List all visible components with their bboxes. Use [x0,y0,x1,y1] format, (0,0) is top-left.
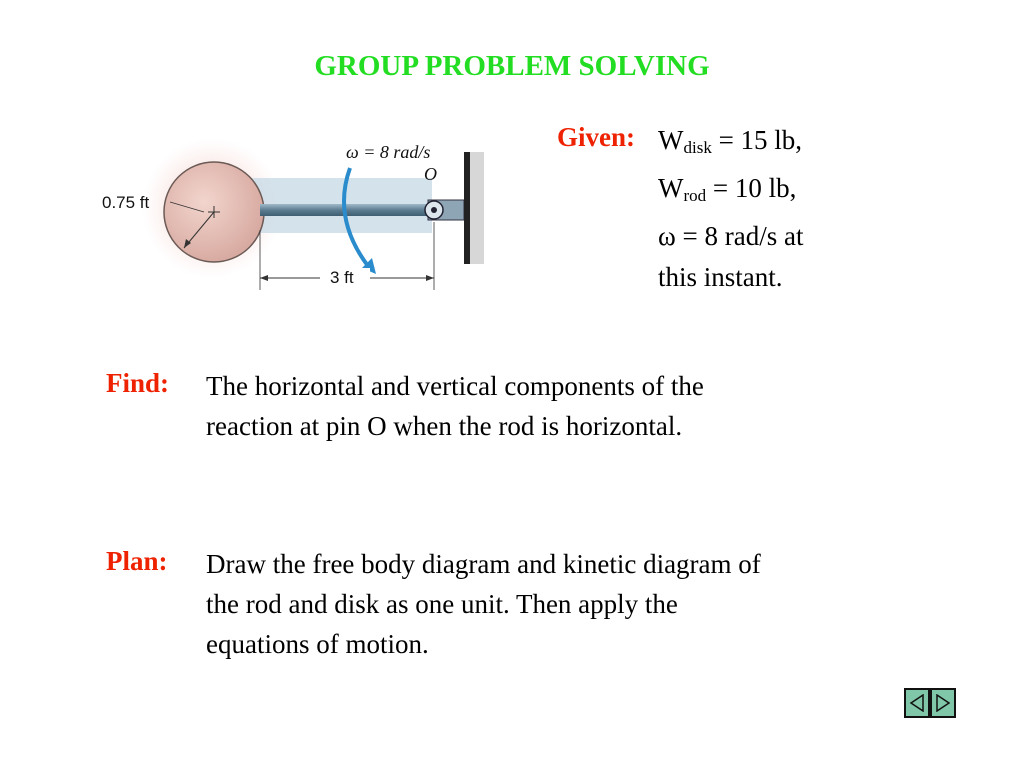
w-symbol: W [658,173,684,203]
given-instant: this instant. [658,262,783,292]
prev-slide-button[interactable] [904,688,930,718]
prev-triangle-icon [909,694,925,712]
dimension-arrow-left [260,275,268,281]
wall [464,152,470,264]
wall-hatch [470,152,484,264]
plan-text [206,544,761,664]
plan-line-1: Draw the free body diagram and kinetic diagram of [206,549,761,579]
dimension-arrow-right [426,275,434,281]
find-line-2: reaction at pin O when the rod is horizontal. [206,411,683,441]
slide-title: GROUP PROBLEM SOLVING [314,50,710,82]
given-values [658,120,803,298]
next-slide-button[interactable] [930,688,956,718]
given-label: Given: [557,122,635,152]
next-triangle-icon [935,694,951,712]
plan-label: Plan: [106,546,168,576]
given-rod-weight [658,168,803,216]
rod-weight-value: = 10 lb, [706,173,797,203]
radius-label: 0.75 ft [102,193,150,212]
disk-subscript: disk [683,138,712,157]
rod [260,204,440,216]
given-disk-weight [658,120,803,168]
rod-subscript: rod [683,186,707,205]
find-text [206,366,704,446]
disk-weight-value: = 15 lb, [711,125,803,155]
length-label: 3 ft [330,268,354,287]
plan-line-3: equations of motion. [206,629,429,659]
find-label: Find: [106,368,170,398]
omega-label: ω = 8 rad/s [346,142,431,162]
disk-rod-diagram [92,118,512,298]
pin-label: O [424,164,437,184]
slide-navigation [904,688,956,718]
pin-center [431,207,437,213]
w-symbol: W [658,125,684,155]
problem-figure [92,118,512,298]
find-line-1: The horizontal and vertical components of the [206,371,704,401]
plan-line-2: the rod and disk as one unit. Then apply the [206,589,678,619]
given-omega: ω = 8 rad/s at [658,221,804,251]
